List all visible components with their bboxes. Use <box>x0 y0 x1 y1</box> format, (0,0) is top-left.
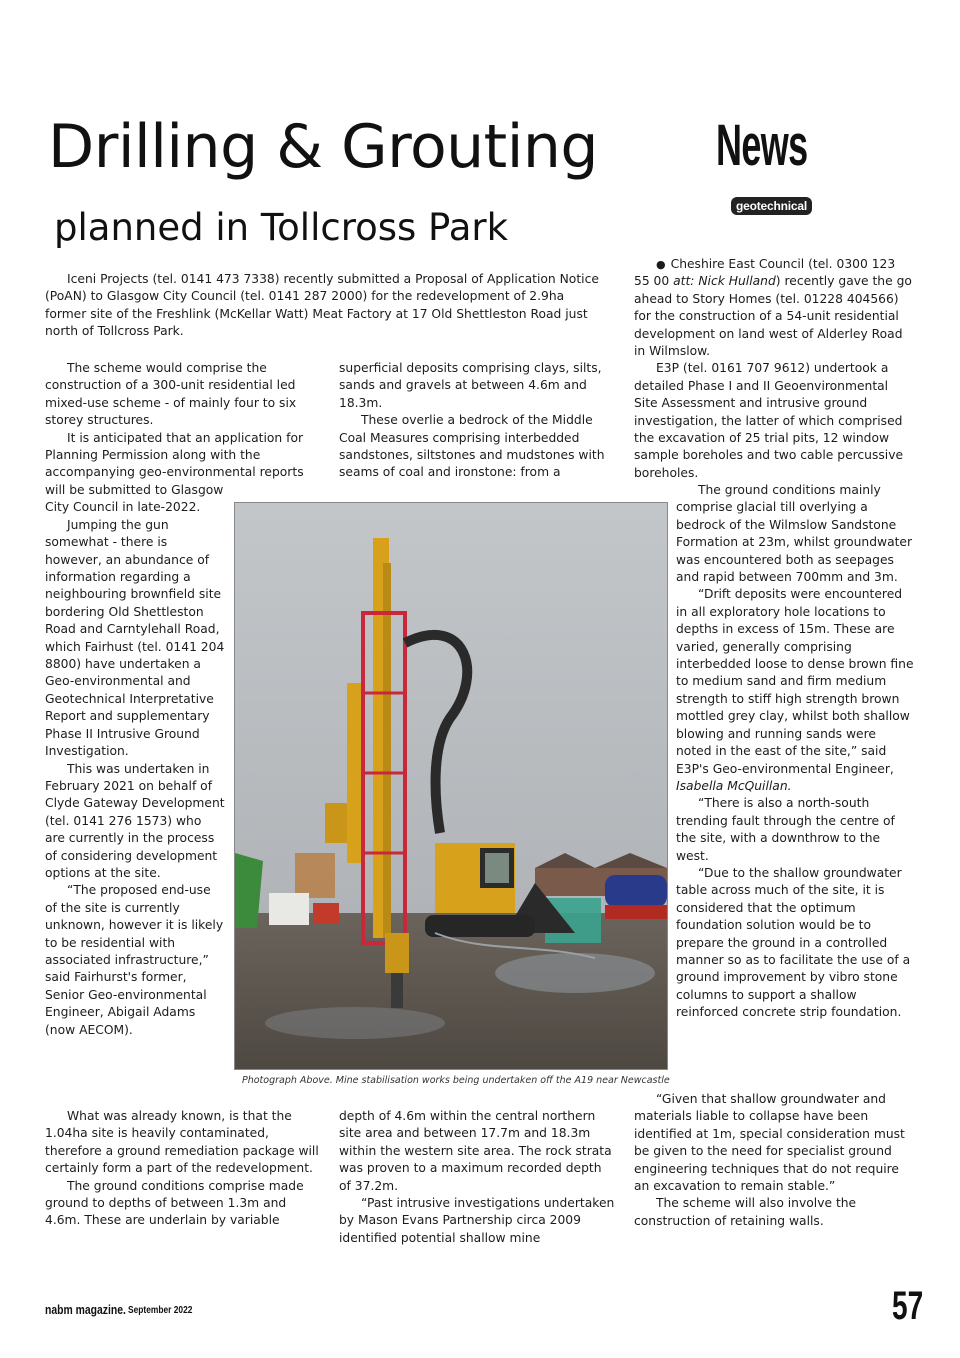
col-a-p1: The scheme would comprise the construction of a 300-unit residential led mixed-use scheme - of mainly four to six storey structures. <box>45 361 297 428</box>
footer-magazine-name: nabm magazine. <box>45 1302 126 1317</box>
col-b-p1: superficial deposits comprising clays, silts, sands and gravels at between 4.6m and 18.3m. <box>339 361 602 410</box>
headline: Drilling & Grouting <box>48 112 598 182</box>
col-c-p7: “Given that shallow groundwater and materials liable to collapse have been identified at 1m, special consideration must be given to the need for specialist ground engineering techniques that do not require an excavation to remain stable.” <box>634 1092 905 1194</box>
col-c-p4-name: Isabella McQuillan. <box>676 778 792 793</box>
col-a-p5: “The proposed end-use of the site is currently unknown, however it is likely to be residential with associated infrastructure,” said Fairhurst's former, Senior Geo-environmental Engineer, Abigail Adams (now AECOM). <box>45 883 224 1037</box>
drilling-rig-photo <box>234 502 668 1070</box>
page-number: 57 <box>892 1284 924 1328</box>
col-c-p1 <box>634 256 914 360</box>
photo-caption: Photograph Above. Mine stabilisation works being undertaken off the A19 near Newcastle <box>242 1075 670 1086</box>
col-c-p4-text: “Drift deposits were encountered in all exploratory hole locations to depths in excess of 15m. These are varied, generally comprising interbedded loose to dense brown fine to medium sand and firm medium strength to stiff high strength brown mottled grey clay, whilst both shallow blowing and running sands were noted in the east of the site,” said E3P's Geo-environmental Engineer, <box>676 587 914 776</box>
col-c-p2: E3P (tel. 0161 707 9612) undertook a detailed Phase I and II Geoenvironmental Site Assessment and intrusive ground investigation, the latter of which comprised the excavation of 25 trial pits, 12 window sample boreholes and two cable percussive boreholes. <box>634 361 904 480</box>
col-b-p3: depth of 4.6m within the central northern site area and between 17.7m and 18.3m within the western site area. The rock strata was proven to a maximum recorded depth of 37.2m. <box>339 1109 612 1193</box>
col-c-p5: “There is also a north-south trending fault through the centre of the site, with a downthrow to the west. <box>676 796 895 863</box>
col-b-p2: These overlie a bedrock of the Middle Coal Measures comprising interbedded sandstones, siltstones and mudstones with seams of coal and ironstone: from a <box>339 413 605 480</box>
footer-date: September 2022 <box>128 1304 193 1316</box>
column-a-top <box>45 360 321 482</box>
column-a-narrow <box>45 482 225 1039</box>
column-b-bottom <box>339 1108 615 1247</box>
col-a-p6: What was already known, is that the 1.04ha site is heavily contaminated, therefore a ground remediation package will certainly form a part of the redevelopment. <box>45 1109 319 1176</box>
column-b-top <box>339 360 615 482</box>
column-c-narrow <box>676 482 914 1022</box>
column-c-bottom <box>634 1091 914 1230</box>
col-c-p6: “Due to the shallow groundwater table across much of the site, it is considered that the optimum foundation solution would be to prepare the ground in a controlled manner so as to facilitate the use of a ground improvement by vibro stone columns to support a shallow reinforced concrete strip foundation. <box>676 865 911 1020</box>
col-c-p3: The ground conditions mainly comprise glacial till overlying a bedrock of the Wilmslow Sandstone Formation at 23m, whilst groundwater was encountered both as seepages and rapid between 700mm and 3m. <box>676 483 913 585</box>
intro-paragraph <box>45 271 605 341</box>
col-a-p4: This was undertaken in February 2021 on behalf of Clyde Gateway Development (tel. 0141 276 1573) who are currently in the process of considering development options at the site. <box>45 761 225 880</box>
col-a-p7: The ground conditions comprise made ground to depths of between 1.3m and 4.6m. These are underlain by variable <box>45 1178 304 1228</box>
drilling-rig-illustration <box>235 503 667 1069</box>
col-c-p1-a: Cheshire East Council (tel. 0300 123 55 00 <box>634 257 896 289</box>
bullet-icon: ● <box>656 258 666 271</box>
section-label: News <box>716 113 808 178</box>
col-c-p1-att: att: Nick Hulland <box>673 274 776 289</box>
col-b-p4: “Past intrusive investigations undertaken by Mason Evans Partnership circa 2009 identified potential shallow mine <box>339 1196 615 1245</box>
category-badge: geotechnical <box>731 197 812 215</box>
col-a-p2-end: will be submitted to Glasgow City Council in late-2022. <box>45 483 224 515</box>
col-c-p4 <box>676 586 914 795</box>
column-c-top <box>634 256 914 482</box>
col-c-p8: The scheme will also involve the construction of retaining walls. <box>634 1196 857 1228</box>
col-a-p3: Jumping the gun somewhat - there is however, an abundance of information regarding a neighbouring brownfield site bordering Old Shettleston Road and Carntylehall Road, which Fairhust (tel. 0141 204 8800) have undertaken a Geo-environmental and Geotechnical Interpretative Report and supplementary Phase II Intrusive Ground Investigation. <box>45 517 225 759</box>
col-c-p1-b: ) recently gave the go ahead to Story Homes (tel. 01228 404566) for the construction of a 54-unit residential development on land west of Alderley Road in Wilmslow. <box>634 274 912 359</box>
col-a-p2-start: It is anticipated that an application for Planning Permission along with the accompanying geo-environmental reports <box>45 430 304 480</box>
column-a-bottom <box>45 1108 321 1230</box>
intro-text: Iceni Projects (tel. 0141 473 7338) recently submitted a Proposal of Application Notice (PoAN) to Glasgow City Council (tel. 0141 287 2000) for the redevelopment of 2.9ha former site of the Freshlink (McKellar Watt) Meat Factory at 17 Old Shettleston Road just north of Tollcross Park. <box>45 272 599 339</box>
subheadline: planned in Tollcross Park <box>54 206 509 249</box>
